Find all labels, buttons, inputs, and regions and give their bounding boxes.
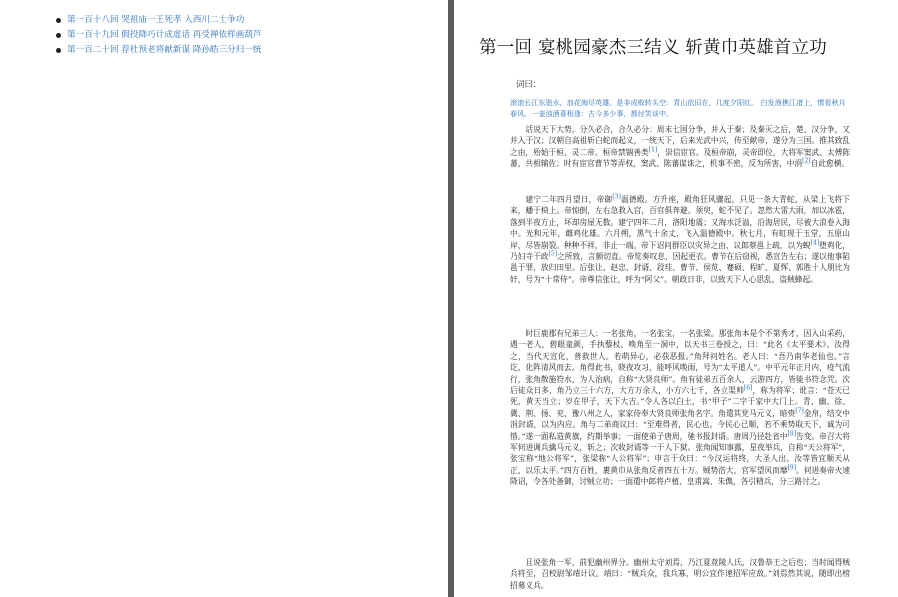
toc-item-label: 第一百二十回 荐杜预老将献新谋 降孙皓三分归一统 — [67, 45, 262, 55]
paragraph-text: ，崇信宦官。及桓帝崩，灵帝即位，大将军窦武、太傅陈蕃，共相辅佐；时有宦官曹节等弄权，窦武、陈蕃谋诛之，机事不密，反为所害，中涓 — [510, 147, 850, 169]
toc-item-label: 第一百十八回 哭祖庙一王死孝 入西川二士争功 — [67, 15, 245, 25]
poem-intro: 词曰： — [516, 79, 542, 89]
bullet-icon — [56, 48, 61, 53]
footnote-link[interactable]: [7] — [795, 407, 804, 415]
paragraph-text: ，称为将军；讹言：“苍天已死，黄天当立；岁在甲子，天下大吉。”令人各以白土，书“甲子”二字于家中大门上。青、幽、徐、冀、荆、扬、兖、豫八州之人，家家侍奉大贤良师张角名字。角遣其党马元义，暗赍 — [510, 386, 850, 418]
footnote-link[interactable]: [1] — [648, 146, 658, 154]
footnote-link[interactable]: [5] — [548, 250, 558, 258]
toc-item-label: 第一百十九回 假投降巧计成虚话 再受禅依样画葫芦 — [67, 30, 262, 40]
footnote-link[interactable]: [4] — [810, 239, 820, 247]
chapter-list — [56, 13, 262, 58]
paragraph-text: 时巨鹿郡有兄弟三人：一名张角，一名张宝，一名张梁。那张角本是个不第秀才，因入山采药，遇一老人，碧眼童颜，手执藜杖，唤角至一洞中，以天书三卷授之，曰：“此名《太平要术》。汝得之，当代天宣化，普救世人。若萌异心，必获恶报。”角拜问姓名。老人曰：“吾乃南华老仙也。”言讫，化阵清风而去。角得此书，晓夜攻习，能呼风唤雨，号为“太平道人”。中平元年正月内，疫气流行，张角散施符水，为人治病，自称“大贤良师”。角有徒弟五百余人，云游四方，皆能书符念咒。次后徒众日多，角乃立三十六方，大方万余人，小方六七千，各立渠帅 — [510, 329, 850, 396]
toc-item-118[interactable] — [56, 13, 262, 28]
paragraph-4 — [510, 557, 850, 591]
paragraph-text: 之所致，言颇切直。帝览奏叹息，因起更衣。曹节在后窃视，悉宣告左右；遂以他事陷邕于罪，放归田里。后张让、赵忠、封谞、段珪、曹节、侯览、蹇硕、程旷、夏恽、郭胜十人朋比为奸，号为“十常侍”。帝尊信张让，呼为“阿父”。朝政日非，以致天下人心思乱，盗贼蜂起。 — [510, 252, 850, 284]
toc-sidebar — [0, 0, 448, 597]
paragraph-3 — [510, 328, 850, 488]
chapter-content — [454, 0, 898, 597]
footnote-link[interactable]: [2] — [802, 157, 811, 165]
footnote-link[interactable]: [8] — [787, 430, 797, 438]
paragraph-2 — [510, 194, 850, 285]
paragraph-text: 且说张角一军，前犯幽州界分。幽州太守刘焉，乃江夏竟陵人氏，汉鲁恭王之后也；当时闻得贼兵将至，召校尉邹靖计议。靖曰：“贼兵众，我兵寡，明公宜作速招军应敌。”刘焉然其说，随即出榜招募义兵。 — [510, 558, 850, 590]
toc-item-120[interactable] — [56, 43, 262, 58]
paragraph-text: 建宁二年四月望日，帝御 — [525, 195, 613, 204]
paragraph-text: 告变。帝召大将军何进调兵擒马元义，斩之；次收封谞等一干人下狱。张角闻知事露，星夜举兵，自称“天公将军”，张宝称“地公将军”，张梁称“人公将军”；申言于众曰：“今汉运将终，大圣人出。汝等皆宜顺天从正，以乐太平。”四方百姓，裹黄巾从张角反者四五十万。贼势浩大，官军望风而靡 — [510, 431, 850, 475]
paragraph-1 — [510, 124, 850, 170]
footnote-link[interactable]: [6] — [743, 384, 753, 392]
paragraph-text: 自此愈横。 — [810, 159, 850, 169]
chapter-title: 第一回 宴桃园豪杰三结义 斩黄巾英雄首立功 — [479, 38, 827, 58]
bullet-icon — [56, 33, 61, 38]
bullet-icon — [56, 18, 61, 23]
paragraph-text: 金帛，结交中涓封谞，以为内应。角与二弟商议曰：“至难得者，民心也。今民心已顺，若不乘势取天下，诚为可惜。”遂一面私造黄旗，约期举事；一面使弟子唐周，驰书报封谞。唐周乃径赴省中 — [510, 408, 850, 441]
footnote-link[interactable]: [3] — [612, 193, 621, 201]
paragraph-text: 温德殿。方升座，殿角狂风骤起，只见一条大青蛇，从梁上飞将下来，蟠于椅上。帝惊倒，左右急救入宫，百官俱奔避。须臾，蛇不见了。忽然大雷大雨，加以冰雹，落到半夜方止，坏却房屋无数。建宁四年二月，洛阳地震；又海水泛溢，沿海居民，尽被大浪卷入海中。光和元年，雌鸡化雄。六月朔，黑气十余丈，飞入温德殿中。秋七月，有虹现于玉堂，五原山岸，尽皆崩裂。种种不祥，非止一端。帝下诏问群臣以灾异之由，议郎蔡邕上疏，以为蜺 — [510, 195, 850, 250]
paragraph-text: 堕鸡化，乃妇寺干政 — [510, 240, 850, 262]
opening-poem: 滚滚长江东逝水，浪花淘尽英雄。是非成败转头空：青山依旧在，几度夕阳红。 白发渔樵江渚上，惯看秋月春风。一壶浊酒喜相逢：古今多少事，都付笑谈中。 — [510, 98, 846, 118]
paragraph-text: 。何进奏帝火速降诏，令各处备御，讨贼立功；一面遣中郎将卢植、皇甫嵩、朱儁，各引精兵，分三路讨之。 — [510, 465, 850, 487]
paragraph-text: 话说天下大势，分久必合，合久必分：周末七国分争，并入于秦；及秦灭之后，楚、汉分争，又并入于汉；汉朝自高祖斩白蛇而起义，一统天下，后来光武中兴，传至献帝，遂分为三国。推其致乱之由，殆始于桓、灵二帝。桓帝禁锢善类 — [510, 125, 850, 157]
toc-item-119[interactable] — [56, 28, 262, 43]
footnote-link[interactable]: [9] — [787, 464, 797, 472]
